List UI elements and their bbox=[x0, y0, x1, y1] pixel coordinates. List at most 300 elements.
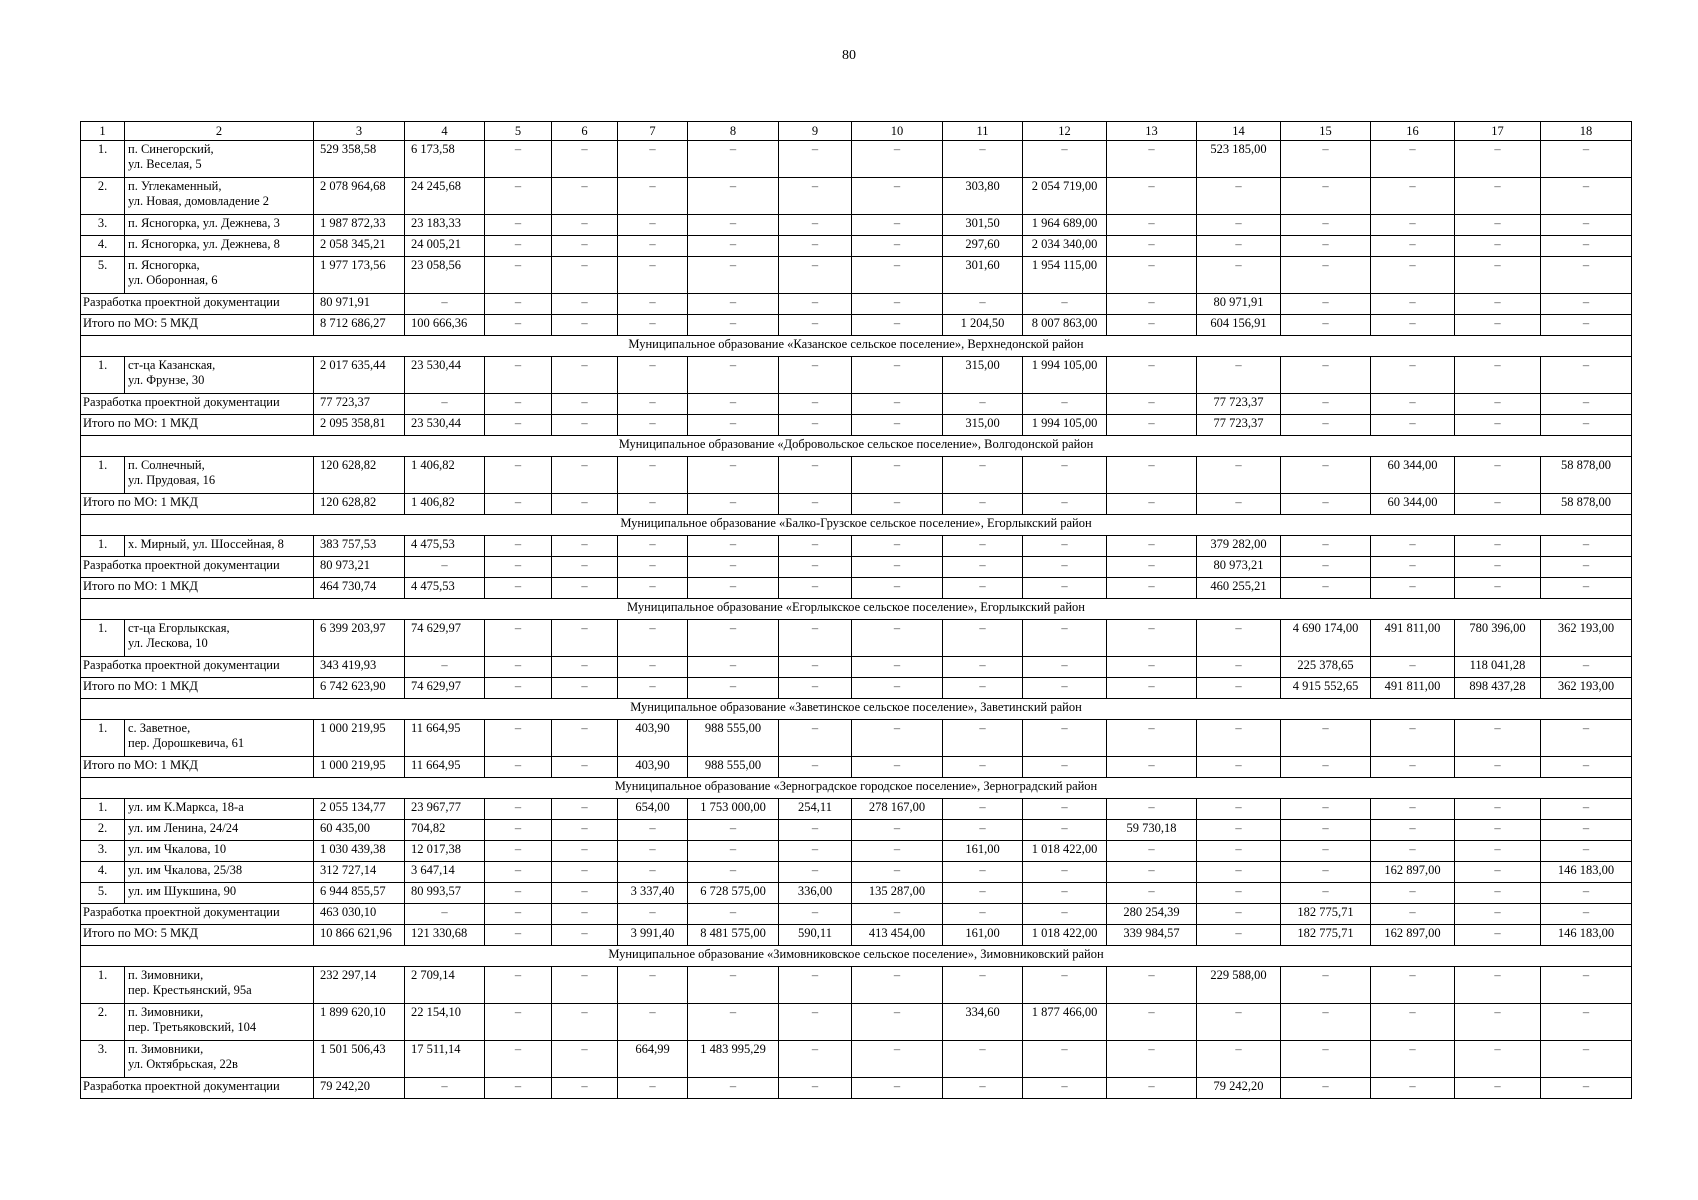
value-cell: – bbox=[943, 536, 1023, 557]
value-cell: 182 775,71 bbox=[1281, 904, 1371, 925]
building-row bbox=[81, 357, 1632, 394]
value-cell: – bbox=[1023, 657, 1107, 678]
value-cell: 1 964 689,00 bbox=[1023, 215, 1107, 236]
row-number: 2. bbox=[81, 1004, 125, 1041]
summary-row bbox=[81, 578, 1632, 599]
value-cell: – bbox=[1023, 578, 1107, 599]
value-cell: – bbox=[688, 357, 779, 394]
value-cell: – bbox=[1197, 215, 1281, 236]
value-cell: – bbox=[1281, 557, 1371, 578]
address-line: ул. Веселая, 5 bbox=[128, 157, 202, 171]
value-cell: 6 399 203,97 bbox=[314, 620, 405, 657]
value-cell: 23 967,77 bbox=[405, 799, 485, 820]
value-cell: – bbox=[1455, 178, 1541, 215]
building-row bbox=[81, 620, 1632, 657]
value-cell: – bbox=[688, 967, 779, 1004]
value-cell: – bbox=[688, 904, 779, 925]
municipality-heading: Муниципальное образование «Заветинское сельское поселение», Заветинский район bbox=[81, 699, 1632, 720]
summary-row bbox=[81, 657, 1632, 678]
value-cell: – bbox=[618, 1078, 688, 1099]
value-cell: – bbox=[1541, 536, 1632, 557]
value-cell: – bbox=[1107, 257, 1197, 294]
value-cell: – bbox=[852, 357, 943, 394]
value-cell: – bbox=[1023, 820, 1107, 841]
value-cell: – bbox=[1107, 678, 1197, 699]
value-cell: – bbox=[1455, 357, 1541, 394]
value-cell: – bbox=[779, 820, 852, 841]
address-line: ул. Оборонная, 6 bbox=[128, 273, 218, 287]
section-heading-row bbox=[81, 699, 1632, 720]
value-cell: – bbox=[688, 315, 779, 336]
value-cell: – bbox=[1281, 457, 1371, 494]
value-cell: – bbox=[1541, 357, 1632, 394]
summary-label: Итого по МО: 1 МКД bbox=[81, 678, 314, 699]
value-cell: 334,60 bbox=[943, 1004, 1023, 1041]
value-cell: – bbox=[852, 904, 943, 925]
value-cell: – bbox=[1197, 357, 1281, 394]
value-cell: 1 204,50 bbox=[943, 315, 1023, 336]
value-cell: 80 993,57 bbox=[405, 883, 485, 904]
value-cell: 1 954 115,00 bbox=[1023, 257, 1107, 294]
value-cell: – bbox=[852, 457, 943, 494]
row-number: 2. bbox=[81, 178, 125, 215]
value-cell: – bbox=[1455, 294, 1541, 315]
value-cell: – bbox=[1023, 557, 1107, 578]
value-cell: – bbox=[1455, 883, 1541, 904]
value-cell: 162 897,00 bbox=[1371, 925, 1455, 946]
value-cell: – bbox=[618, 315, 688, 336]
value-cell: – bbox=[1107, 967, 1197, 1004]
value-cell: – bbox=[779, 536, 852, 557]
column-number-header: 6 bbox=[552, 122, 618, 141]
municipality-heading: Муниципальное образование «Зимовниковское сельское поселение», Зимовниковский район bbox=[81, 946, 1632, 967]
value-cell: – bbox=[688, 257, 779, 294]
value-cell: 22 154,10 bbox=[405, 1004, 485, 1041]
value-cell: – bbox=[688, 657, 779, 678]
section-heading-row bbox=[81, 946, 1632, 967]
value-cell: 1 987 872,33 bbox=[314, 215, 405, 236]
value-cell: – bbox=[1281, 415, 1371, 436]
value-cell: 491 811,00 bbox=[1371, 678, 1455, 699]
value-cell: – bbox=[852, 862, 943, 883]
value-cell: 1 501 506,43 bbox=[314, 1041, 405, 1078]
value-cell: – bbox=[1023, 1041, 1107, 1078]
value-cell: – bbox=[943, 394, 1023, 415]
value-cell: – bbox=[1371, 394, 1455, 415]
value-cell: – bbox=[485, 820, 552, 841]
value-cell: – bbox=[618, 678, 688, 699]
value-cell: – bbox=[852, 967, 943, 1004]
value-cell: – bbox=[1371, 315, 1455, 336]
value-cell: – bbox=[852, 394, 943, 415]
value-cell: 23 530,44 bbox=[405, 357, 485, 394]
value-cell: – bbox=[688, 841, 779, 862]
address-cell bbox=[125, 1004, 314, 1041]
value-cell: – bbox=[1107, 457, 1197, 494]
value-cell: – bbox=[1455, 925, 1541, 946]
value-cell: – bbox=[552, 294, 618, 315]
value-cell: – bbox=[1455, 904, 1541, 925]
value-cell: – bbox=[1371, 883, 1455, 904]
value-cell: – bbox=[1107, 657, 1197, 678]
address-line: ул. им Чкалова, 10 bbox=[128, 842, 227, 856]
value-cell: – bbox=[485, 799, 552, 820]
value-cell: – bbox=[485, 236, 552, 257]
column-number-header: 3 bbox=[314, 122, 405, 141]
value-cell: 362 193,00 bbox=[1541, 678, 1632, 699]
value-cell: – bbox=[688, 820, 779, 841]
value-cell: 74 629,97 bbox=[405, 678, 485, 699]
value-cell: – bbox=[852, 557, 943, 578]
value-cell: – bbox=[552, 820, 618, 841]
summary-label: Разработка проектной документации bbox=[81, 294, 314, 315]
value-cell: – bbox=[1371, 841, 1455, 862]
value-cell: 23 183,33 bbox=[405, 215, 485, 236]
value-cell: – bbox=[485, 620, 552, 657]
value-cell: – bbox=[485, 394, 552, 415]
value-cell: – bbox=[1541, 236, 1632, 257]
value-cell: 120 628,82 bbox=[314, 457, 405, 494]
value-cell: – bbox=[779, 1078, 852, 1099]
value-cell: 77 723,37 bbox=[314, 394, 405, 415]
summary-label: Разработка проектной документации bbox=[81, 904, 314, 925]
value-cell: 1 406,82 bbox=[405, 457, 485, 494]
value-cell: – bbox=[618, 578, 688, 599]
value-cell: – bbox=[405, 1078, 485, 1099]
value-cell: – bbox=[779, 141, 852, 178]
building-row bbox=[81, 1041, 1632, 1078]
section-heading-row bbox=[81, 436, 1632, 457]
value-cell: – bbox=[1455, 236, 1541, 257]
value-cell: – bbox=[1281, 1004, 1371, 1041]
summary-row bbox=[81, 1078, 1632, 1099]
value-cell: – bbox=[1197, 720, 1281, 757]
row-number: 3. bbox=[81, 841, 125, 862]
value-cell: – bbox=[1107, 1078, 1197, 1099]
value-cell: – bbox=[485, 862, 552, 883]
summary-label: Итого по МО: 5 МКД bbox=[81, 925, 314, 946]
value-cell: 301,50 bbox=[943, 215, 1023, 236]
value-cell: – bbox=[1281, 215, 1371, 236]
value-cell: – bbox=[1541, 904, 1632, 925]
row-number: 1. bbox=[81, 357, 125, 394]
value-cell: 362 193,00 bbox=[1541, 620, 1632, 657]
building-row bbox=[81, 257, 1632, 294]
value-cell: – bbox=[552, 315, 618, 336]
row-number: 3. bbox=[81, 1041, 125, 1078]
value-cell: 988 555,00 bbox=[688, 757, 779, 778]
address-cell bbox=[125, 215, 314, 236]
value-cell: – bbox=[779, 236, 852, 257]
value-cell: – bbox=[852, 820, 943, 841]
value-cell: – bbox=[485, 841, 552, 862]
value-cell: – bbox=[552, 236, 618, 257]
value-cell: – bbox=[779, 678, 852, 699]
value-cell: – bbox=[1455, 799, 1541, 820]
address-cell bbox=[125, 357, 314, 394]
value-cell: 146 183,00 bbox=[1541, 925, 1632, 946]
value-cell: – bbox=[852, 257, 943, 294]
value-cell: – bbox=[552, 1041, 618, 1078]
value-cell: 1 030 439,38 bbox=[314, 841, 405, 862]
value-cell: 23 530,44 bbox=[405, 415, 485, 436]
value-cell: 1 018 422,00 bbox=[1023, 841, 1107, 862]
value-cell: – bbox=[618, 141, 688, 178]
value-cell: 1 406,82 bbox=[405, 494, 485, 515]
value-cell: – bbox=[1455, 757, 1541, 778]
value-cell: – bbox=[1455, 394, 1541, 415]
value-cell: – bbox=[618, 494, 688, 515]
value-cell: – bbox=[618, 178, 688, 215]
address-line: п. Ясногорка, ул. Дежнева, 8 bbox=[128, 237, 280, 251]
value-cell: – bbox=[552, 415, 618, 436]
value-cell: – bbox=[1023, 720, 1107, 757]
value-cell: – bbox=[943, 904, 1023, 925]
value-cell: – bbox=[779, 315, 852, 336]
value-cell: – bbox=[688, 394, 779, 415]
value-cell: – bbox=[1281, 578, 1371, 599]
summary-label: Итого по МО: 1 МКД bbox=[81, 578, 314, 599]
row-number: 4. bbox=[81, 236, 125, 257]
value-cell: – bbox=[1023, 294, 1107, 315]
value-cell: – bbox=[485, 1041, 552, 1078]
value-cell: – bbox=[688, 415, 779, 436]
value-cell: – bbox=[1197, 799, 1281, 820]
value-cell: 80 971,91 bbox=[314, 294, 405, 315]
value-cell: – bbox=[943, 657, 1023, 678]
value-cell: – bbox=[1281, 494, 1371, 515]
value-cell: – bbox=[1455, 215, 1541, 236]
value-cell: 80 973,21 bbox=[314, 557, 405, 578]
value-cell: – bbox=[1281, 1041, 1371, 1078]
column-number-header: 2 bbox=[125, 122, 314, 141]
value-cell: – bbox=[618, 841, 688, 862]
value-cell: – bbox=[1107, 315, 1197, 336]
address-line: пер. Третьяковский, 104 bbox=[128, 1020, 257, 1034]
value-cell: – bbox=[1455, 457, 1541, 494]
section-heading-row bbox=[81, 599, 1632, 620]
value-cell: – bbox=[779, 1004, 852, 1041]
value-cell: – bbox=[1107, 862, 1197, 883]
value-cell: – bbox=[852, 757, 943, 778]
value-cell: 1 899 620,10 bbox=[314, 1004, 405, 1041]
value-cell: – bbox=[485, 883, 552, 904]
column-number-header: 7 bbox=[618, 122, 688, 141]
value-cell: – bbox=[552, 457, 618, 494]
value-cell: – bbox=[1541, 394, 1632, 415]
value-cell: – bbox=[779, 757, 852, 778]
column-number-header: 18 bbox=[1541, 122, 1632, 141]
value-cell: – bbox=[1541, 657, 1632, 678]
address-cell bbox=[125, 257, 314, 294]
value-cell: – bbox=[485, 457, 552, 494]
value-cell: 1 483 995,29 bbox=[688, 1041, 779, 1078]
address-line: п. Углекаменный, bbox=[128, 179, 222, 193]
address-cell bbox=[125, 178, 314, 215]
summary-row bbox=[81, 557, 1632, 578]
value-cell: – bbox=[1541, 141, 1632, 178]
address-line: ул. Фрунзе, 30 bbox=[128, 373, 205, 387]
building-row bbox=[81, 720, 1632, 757]
value-cell: – bbox=[1197, 494, 1281, 515]
value-cell: – bbox=[852, 178, 943, 215]
summary-label: Итого по МО: 1 МКД bbox=[81, 757, 314, 778]
value-cell: 664,99 bbox=[618, 1041, 688, 1078]
value-cell: 491 811,00 bbox=[1371, 620, 1455, 657]
value-cell: – bbox=[1197, 1041, 1281, 1078]
address-cell bbox=[125, 620, 314, 657]
municipality-heading: Муниципальное образование «Зерноградское городское поселение», Зерноградский район bbox=[81, 778, 1632, 799]
value-cell: – bbox=[618, 394, 688, 415]
value-cell: – bbox=[1455, 557, 1541, 578]
value-cell: 604 156,91 bbox=[1197, 315, 1281, 336]
value-cell: – bbox=[1281, 720, 1371, 757]
value-cell: 120 628,82 bbox=[314, 494, 405, 515]
summary-label: Итого по МО: 1 МКД bbox=[81, 494, 314, 515]
building-row bbox=[81, 178, 1632, 215]
value-cell: – bbox=[852, 1041, 943, 1078]
value-cell: – bbox=[552, 904, 618, 925]
value-cell: – bbox=[852, 657, 943, 678]
value-cell: – bbox=[1107, 536, 1197, 557]
column-number-header: 9 bbox=[779, 122, 852, 141]
value-cell: – bbox=[1371, 904, 1455, 925]
value-cell: 23 058,56 bbox=[405, 257, 485, 294]
summary-label: Итого по МО: 5 МКД bbox=[81, 315, 314, 336]
value-cell: 654,00 bbox=[618, 799, 688, 820]
value-cell: – bbox=[1107, 578, 1197, 599]
value-cell: – bbox=[1281, 1078, 1371, 1099]
value-cell: – bbox=[1455, 1078, 1541, 1099]
address-cell bbox=[125, 457, 314, 494]
value-cell: – bbox=[618, 557, 688, 578]
value-cell: 80 973,21 bbox=[1197, 557, 1281, 578]
value-cell: – bbox=[779, 841, 852, 862]
value-cell: – bbox=[779, 720, 852, 757]
summary-row bbox=[81, 415, 1632, 436]
value-cell: 303,80 bbox=[943, 178, 1023, 215]
value-cell: 383 757,53 bbox=[314, 536, 405, 557]
municipality-heading: Муниципальное образование «Добровольское сельское поселение», Волгодонской район bbox=[81, 436, 1632, 457]
value-cell: – bbox=[552, 925, 618, 946]
value-cell: – bbox=[1371, 141, 1455, 178]
value-cell: – bbox=[618, 294, 688, 315]
summary-label: Разработка проектной документации bbox=[81, 394, 314, 415]
value-cell: – bbox=[1023, 1078, 1107, 1099]
value-cell: – bbox=[943, 799, 1023, 820]
value-cell: 2 055 134,77 bbox=[314, 799, 405, 820]
value-cell: 8 712 686,27 bbox=[314, 315, 405, 336]
value-cell: – bbox=[1023, 678, 1107, 699]
value-cell: 232 297,14 bbox=[314, 967, 405, 1004]
value-cell: 315,00 bbox=[943, 357, 1023, 394]
value-cell: 6 728 575,00 bbox=[688, 883, 779, 904]
value-cell: 2 054 719,00 bbox=[1023, 178, 1107, 215]
value-cell: – bbox=[1107, 415, 1197, 436]
value-cell: – bbox=[1371, 236, 1455, 257]
value-cell: – bbox=[943, 494, 1023, 515]
table-header-row bbox=[81, 122, 1632, 141]
value-cell: 24 005,21 bbox=[405, 236, 485, 257]
address-line: п. Зимовники, bbox=[128, 1005, 204, 1019]
value-cell: – bbox=[1541, 578, 1632, 599]
value-cell: – bbox=[485, 178, 552, 215]
value-cell: – bbox=[943, 457, 1023, 494]
value-cell: – bbox=[1197, 678, 1281, 699]
address-line: с. Заветное, bbox=[128, 721, 191, 735]
value-cell: – bbox=[779, 967, 852, 1004]
value-cell: – bbox=[1197, 257, 1281, 294]
building-row bbox=[81, 536, 1632, 557]
value-cell: – bbox=[552, 394, 618, 415]
value-cell: – bbox=[1541, 257, 1632, 294]
value-cell: 79 242,20 bbox=[1197, 1078, 1281, 1099]
value-cell: – bbox=[618, 904, 688, 925]
column-number-header: 1 bbox=[81, 122, 125, 141]
value-cell: – bbox=[1107, 178, 1197, 215]
column-number-header: 14 bbox=[1197, 122, 1281, 141]
value-cell: 225 378,65 bbox=[1281, 657, 1371, 678]
row-number: 1. bbox=[81, 141, 125, 178]
value-cell: 1 877 466,00 bbox=[1023, 1004, 1107, 1041]
value-cell: – bbox=[1023, 757, 1107, 778]
value-cell: 4 690 174,00 bbox=[1281, 620, 1371, 657]
value-cell: – bbox=[1371, 1004, 1455, 1041]
value-cell: – bbox=[688, 862, 779, 883]
value-cell: 79 242,20 bbox=[314, 1078, 405, 1099]
value-cell: – bbox=[1455, 141, 1541, 178]
value-cell: – bbox=[405, 394, 485, 415]
value-cell: – bbox=[1197, 657, 1281, 678]
value-cell: – bbox=[405, 557, 485, 578]
value-cell: – bbox=[618, 967, 688, 1004]
value-cell: – bbox=[1197, 841, 1281, 862]
value-cell: 60 344,00 bbox=[1371, 494, 1455, 515]
value-cell: 3 337,40 bbox=[618, 883, 688, 904]
summary-row bbox=[81, 925, 1632, 946]
value-cell: – bbox=[618, 620, 688, 657]
value-cell: – bbox=[1541, 215, 1632, 236]
value-cell: – bbox=[1281, 394, 1371, 415]
value-cell: – bbox=[485, 925, 552, 946]
value-cell: – bbox=[1281, 757, 1371, 778]
value-cell: – bbox=[1107, 883, 1197, 904]
building-row bbox=[81, 215, 1632, 236]
value-cell: – bbox=[852, 620, 943, 657]
value-cell: 301,60 bbox=[943, 257, 1023, 294]
value-cell: – bbox=[1197, 178, 1281, 215]
value-cell: – bbox=[1541, 1078, 1632, 1099]
value-cell: – bbox=[552, 1004, 618, 1041]
value-cell: – bbox=[1455, 1041, 1541, 1078]
value-cell: – bbox=[1541, 415, 1632, 436]
value-cell: – bbox=[779, 294, 852, 315]
value-cell: – bbox=[779, 620, 852, 657]
value-cell: – bbox=[1281, 799, 1371, 820]
building-row bbox=[81, 862, 1632, 883]
value-cell: – bbox=[552, 862, 618, 883]
value-cell: 6 944 855,57 bbox=[314, 883, 405, 904]
section-heading-row bbox=[81, 515, 1632, 536]
value-cell: – bbox=[1541, 557, 1632, 578]
value-cell: – bbox=[485, 415, 552, 436]
value-cell: 182 775,71 bbox=[1281, 925, 1371, 946]
address-line: ул. им Ленина, 24/24 bbox=[128, 821, 239, 835]
column-number-header: 17 bbox=[1455, 122, 1541, 141]
value-cell: – bbox=[1023, 862, 1107, 883]
value-cell: – bbox=[1371, 294, 1455, 315]
value-cell: – bbox=[779, 494, 852, 515]
